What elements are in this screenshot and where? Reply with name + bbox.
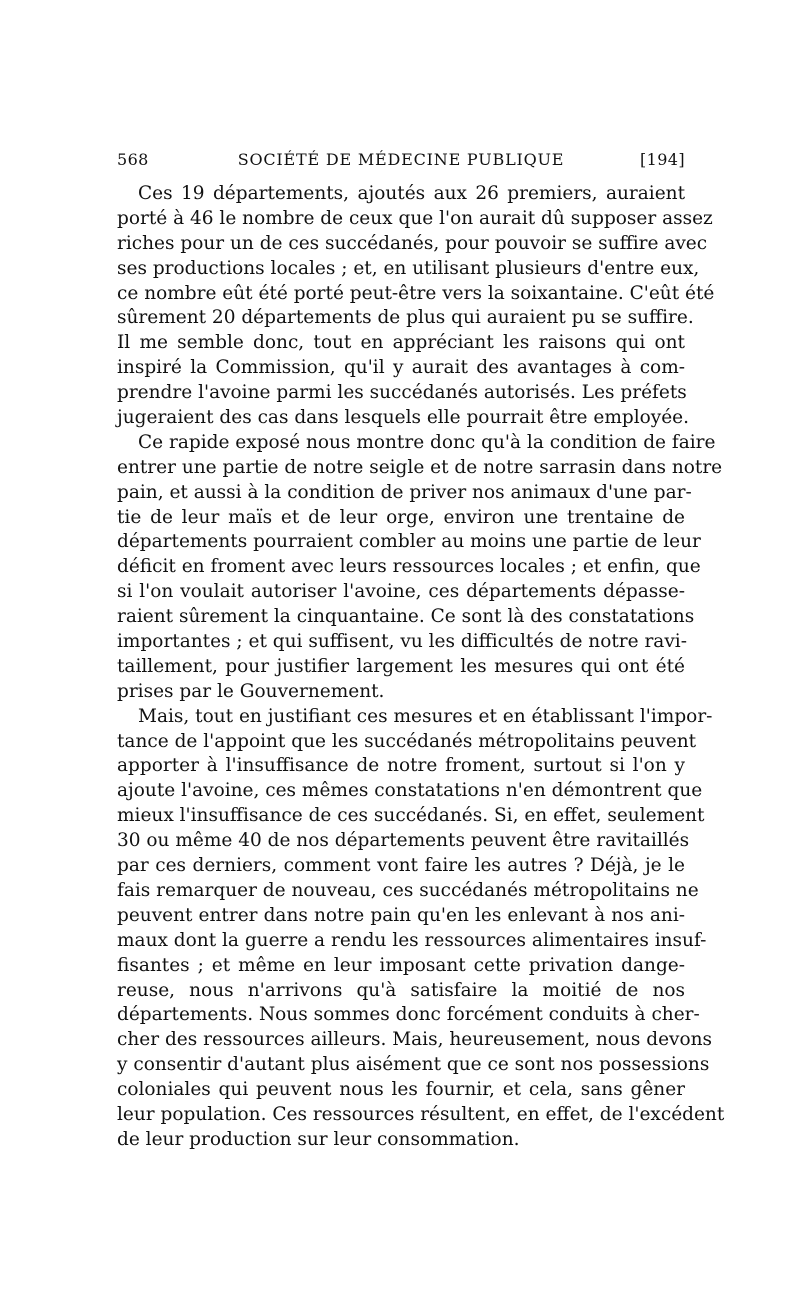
text-line: inspiré la Commission, qu'il y aurait des avantages à com- xyxy=(117,357,685,379)
text-line: raient sûrement la cinquantaine. Ce sont là des constatations xyxy=(117,606,695,628)
text-line: Ce rapide exposé nous montre donc qu'à la condition de faire xyxy=(138,431,716,453)
text-line: taillement, pour justifier largement les mesures qui ont été xyxy=(117,655,685,677)
text-line: Mais, tout en justifiant ces mesures et en établissant l'impor- xyxy=(138,705,713,727)
text-line: entrer une partie de notre seigle et de notre sarrasin dans notre xyxy=(117,456,723,478)
text-line: départements pourraient combler au moins une partie de leur xyxy=(117,531,701,553)
text-line: leur population. Ces ressources résultent, en effet, de l'excédent xyxy=(117,1103,725,1125)
text-line: importantes ; et qui suffisent, vu les difficultés de notre ravi- xyxy=(117,631,687,653)
text-line: départements. Nous sommes donc forcément conduits à cher- xyxy=(117,1004,700,1026)
paragraph xyxy=(117,431,723,705)
paragraph xyxy=(117,705,725,1153)
text-line: mieux l'insuffisance de ces succédanés. Si, en effet, seulement xyxy=(117,805,705,827)
text-line: tie de leur maïs et de leur orge, environ une trentaine de xyxy=(117,506,685,528)
text-line: si l'on voulait autoriser l'avoine, ces départements dépasse- xyxy=(117,581,685,603)
page-number: 568 xyxy=(117,150,149,169)
text-line: tance de l'appoint que les succédanés métropolitains peuvent xyxy=(117,730,697,752)
text-line: ses productions locales ; et, en utilisant plusieurs d'entre eux, xyxy=(117,257,700,279)
text-line: apporter à l'insuffisance de notre froment, surtout si l'on y xyxy=(117,755,685,777)
text-line: fisantes ; et même en leur imposant cette privation dange- xyxy=(117,954,685,976)
text-line: par ces derniers, comment vont faire les autres ? Déjà, je le xyxy=(117,855,685,877)
text-line: coloniales qui peuvent nous les fournir, et cela, sans gêner xyxy=(117,1079,685,1101)
text-line: prises par le Gouvernement. xyxy=(117,680,385,702)
text-line: Il me semble donc, tout en appréciant les raisons qui ont xyxy=(117,332,685,354)
text-line: ce nombre eût été porté peut-être vers la soixantaine. C'eût été xyxy=(117,282,715,304)
text-line: y consentir d'autant plus aisément que ce sont nos possessions xyxy=(117,1054,710,1076)
text-line: ajoute l'avoine, ces mêmes constatations n'en démontrent que xyxy=(117,780,703,802)
text-line: reuse, nous n'arrivons qu'à satisfaire la moitié de nos xyxy=(117,979,685,1001)
text-line: 30 ou même 40 de nos départements peuvent être ravitaillés xyxy=(117,830,690,852)
paragraph xyxy=(117,182,715,431)
text-line: jugeraient des cas dans lesquels elle pourrait être employée. xyxy=(117,407,689,429)
text-line: pain, et aussi à la condition de priver nos animaux d'une par- xyxy=(117,481,692,503)
text-line: de leur production sur leur consommation. xyxy=(117,1128,520,1150)
running-title: SOCIÉTÉ DE MÉDECINE PUBLIQUE xyxy=(237,150,565,169)
text-line: riches pour un de ces succédanés, pour pouvoir se suffire avec xyxy=(117,232,708,254)
year-marker: [194] xyxy=(639,150,685,169)
text-line: porté à 46 le nombre de ceux que l'on aurait dû supposer assez xyxy=(117,207,713,229)
text-line: cher des ressources ailleurs. Mais, heureusement, nous devons xyxy=(117,1029,713,1051)
text-line: déficit en froment avec leurs ressources locales ; et enfin, que xyxy=(117,556,701,578)
text-line: fais remarquer de nouveau, ces succédanés métropolitains ne xyxy=(117,879,699,901)
text-line: Ces 19 départements, ajoutés aux 26 premiers, auraient xyxy=(138,183,685,204)
body-text xyxy=(117,182,725,1153)
text-line: sûrement 20 départements de plus qui auraient pu se suffire. xyxy=(117,307,694,329)
running-header xyxy=(117,150,685,174)
text-line: prendre l'avoine parmi les succédanés autorisés. Les préfets xyxy=(117,382,687,404)
text-line: peuvent entrer dans notre pain qu'en les enlevant à nos ani- xyxy=(117,904,685,926)
text-line: maux dont la guerre a rendu les ressources alimentaires insuf- xyxy=(117,929,707,951)
